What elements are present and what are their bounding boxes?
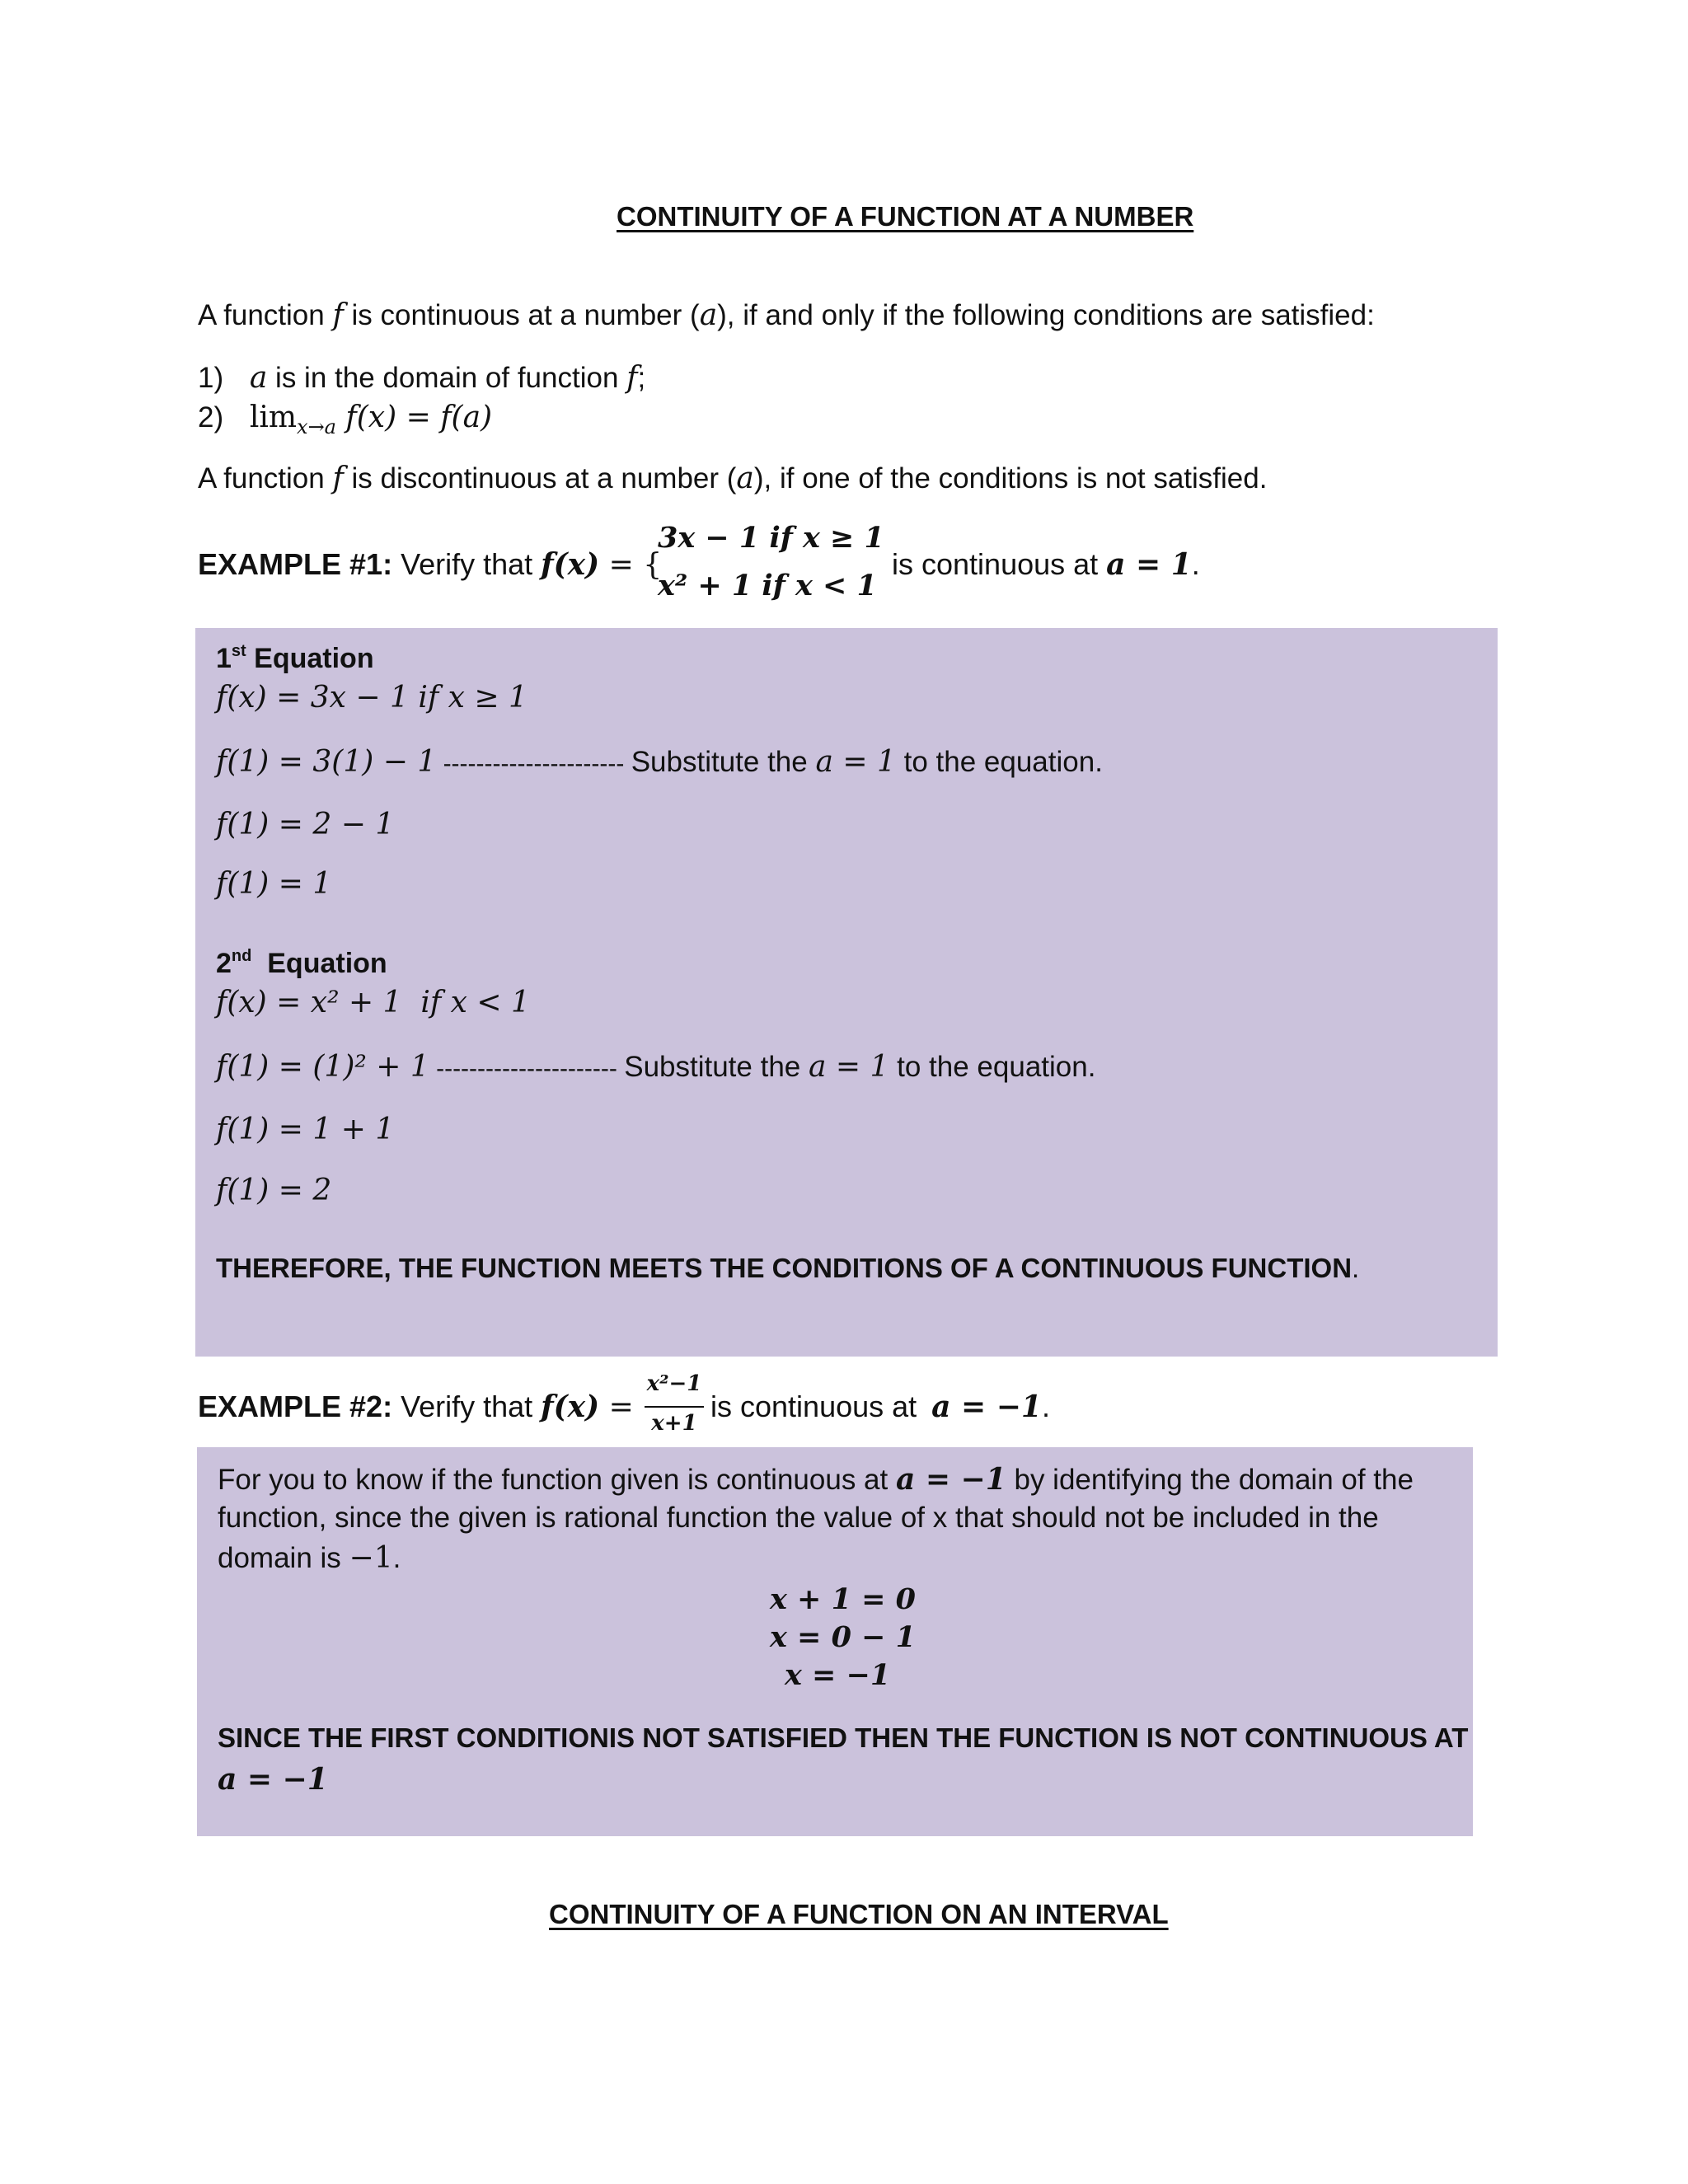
solve-step-2: x = 0 − 1 bbox=[770, 1620, 916, 1654]
fraction-numerator: x²−1 bbox=[646, 1371, 702, 1396]
math-step: f(1) = 3(1) − 1 bbox=[216, 745, 437, 779]
math-a: a bbox=[736, 462, 754, 495]
example-1-tail bbox=[892, 547, 1200, 582]
text: ), if and only if the following conditions are satisfied: bbox=[717, 299, 1375, 331]
text: is continuous at a number ( bbox=[343, 299, 700, 331]
equation-2-step-2: f(1) = 1 + 1 bbox=[216, 1113, 395, 1146]
fraction-denominator: x+1 bbox=[651, 1411, 697, 1436]
math-a: a bbox=[699, 298, 718, 332]
math-a: a bbox=[249, 361, 268, 395]
box-2-conclusion: SINCE THE FIRST CONDITIONIS NOT SATISFIED THEN THE FUNCTION IS NOT CONTINUOUS AT bbox=[218, 1722, 1469, 1753]
text: Equation bbox=[251, 948, 387, 979]
dash-leader: ---------------------- bbox=[436, 750, 631, 777]
text: ), if one of the conditions is not satisfied. bbox=[753, 462, 1268, 494]
box-2-paragraph-line-2: function, since the given is rational function the value of x that should not be included in the bbox=[218, 1502, 1379, 1534]
piecewise-case-1: 3x − 1 if x ≥ 1 bbox=[658, 521, 884, 555]
math-a-value: a = −1 bbox=[931, 1390, 1042, 1424]
text: to the equation. bbox=[889, 1051, 1096, 1083]
text: 1 bbox=[216, 643, 232, 674]
discontinuity-line bbox=[198, 462, 1267, 495]
example-1-heading bbox=[198, 547, 662, 582]
ordinal: nd bbox=[231, 947, 252, 965]
box-2-paragraph-line-3 bbox=[218, 1541, 401, 1575]
text: . bbox=[392, 1542, 401, 1574]
dash-leader: ---------------------- bbox=[429, 1055, 625, 1082]
limit-expression: f(x) = f(a) bbox=[335, 401, 493, 434]
example-2-heading bbox=[198, 1390, 634, 1424]
equation-1-step-3: f(1) = 1 bbox=[216, 867, 332, 901]
text: Verify that bbox=[392, 1390, 542, 1423]
section-title: CONTINUITY OF A FUNCTION ON AN INTERVAL bbox=[549, 1899, 1169, 1929]
text: For you to know if the function given is continuous at bbox=[218, 1464, 896, 1496]
lim-subscript: x→a bbox=[297, 415, 336, 438]
ordinal: st bbox=[231, 642, 246, 660]
text: is in the domain of function bbox=[267, 362, 627, 394]
math-equals-brace: = { bbox=[599, 548, 663, 582]
list-number: 2) bbox=[198, 401, 224, 434]
example-label: EXAMPLE #1: bbox=[198, 547, 393, 581]
math-f: f bbox=[332, 298, 344, 332]
math-f: f bbox=[626, 361, 638, 395]
equation-1-definition: f(x) = 3x − 1 if x ≥ 1 bbox=[216, 681, 528, 715]
equation-1-step-2: f(1) = 2 − 1 bbox=[216, 808, 395, 841]
text: is discontinuous at a number ( bbox=[343, 462, 737, 494]
text: is continuous at bbox=[710, 1390, 926, 1423]
text: Equation bbox=[246, 643, 374, 674]
condition-1 bbox=[198, 361, 645, 395]
text: domain is bbox=[218, 1542, 349, 1574]
example-2-tail bbox=[710, 1390, 1050, 1424]
equation-2-step-1 bbox=[216, 1050, 1095, 1084]
text: by identifying the domain of the bbox=[1006, 1464, 1414, 1496]
math-a-value: a = −1 bbox=[895, 1462, 1006, 1497]
equation-2-step-3: f(1) = 2 bbox=[216, 1174, 332, 1207]
text: is continuous at bbox=[892, 547, 1107, 581]
box-1-conclusion bbox=[216, 1253, 1359, 1284]
math-f: f bbox=[332, 462, 344, 495]
list-number: 1) bbox=[198, 362, 224, 394]
equation-2-heading bbox=[216, 948, 387, 980]
text: to the equation. bbox=[895, 746, 1103, 778]
text: 2 bbox=[216, 948, 232, 979]
equation-1-heading bbox=[216, 643, 374, 675]
fraction-bar bbox=[645, 1406, 704, 1408]
text: A function bbox=[198, 462, 333, 494]
piecewise-case-2: x² + 1 if x < 1 bbox=[658, 569, 877, 602]
math-step: f(1) = (1)² + 1 bbox=[216, 1050, 429, 1084]
solve-step-1: x + 1 = 0 bbox=[770, 1582, 916, 1616]
definition-line bbox=[198, 298, 1375, 332]
text: A function bbox=[198, 299, 333, 331]
equation-1-step-1 bbox=[216, 745, 1103, 779]
math-fx: f(x) bbox=[541, 547, 600, 582]
math-equals: = bbox=[599, 1390, 634, 1424]
math-a-value: a = 1 bbox=[808, 1050, 889, 1084]
box-2-conclusion-value: a = −1 bbox=[218, 1762, 328, 1797]
box-2-paragraph-line-1 bbox=[218, 1462, 1414, 1497]
text: ; bbox=[637, 362, 646, 394]
solve-step-3: x = −1 bbox=[785, 1658, 891, 1692]
math-value: −1 bbox=[349, 1541, 393, 1575]
math-a-value: a = 1 bbox=[815, 745, 896, 779]
text: . bbox=[1041, 1390, 1050, 1423]
equation-2-definition: f(x) = x² + 1 if x < 1 bbox=[216, 986, 530, 1019]
text: Verify that bbox=[392, 547, 542, 581]
page-title: CONTINUITY OF A FUNCTION AT A NUMBER bbox=[617, 201, 1194, 232]
math-a-value: a = 1 bbox=[1106, 547, 1192, 582]
text: Substitute the bbox=[624, 1051, 809, 1083]
lim-operator: lim bbox=[249, 401, 298, 434]
text: Substitute the bbox=[631, 746, 816, 778]
conclusion-text: THEREFORE, THE FUNCTION MEETS THE CONDITIONS OF A CONTINUOUS FUNCTION bbox=[216, 1253, 1353, 1283]
example-label: EXAMPLE #2: bbox=[198, 1390, 393, 1423]
text: . bbox=[1191, 547, 1200, 581]
text: . bbox=[1352, 1253, 1360, 1283]
math-fx: f(x) bbox=[541, 1390, 600, 1424]
condition-2 bbox=[198, 401, 493, 438]
